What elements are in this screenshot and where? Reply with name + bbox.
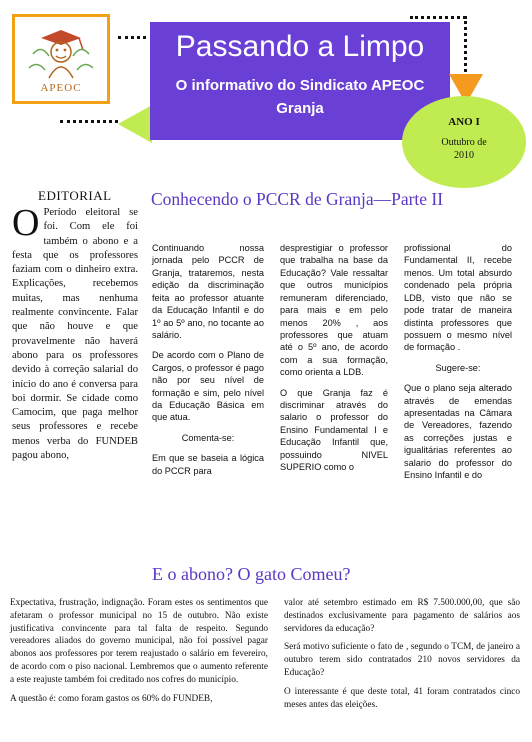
- dotted-line-right: [464, 16, 467, 72]
- issue-date: Outubro de 2010: [441, 137, 487, 161]
- paragraph: desprestigiar o professor que trabalha na base da Educação? Vale ressaltar que outros municípios remuneram diferenciado, para mais e em pelo menos 20% , aos professores que atuam até o 5º ano, de acordo com a sua formação, como orienta a LDB.: [280, 243, 388, 378]
- paragraph: Continuando nossa jornada pelo PCCR de Granja, trataremos, nesta edição da discriminação feita ao professor atuante da Educação Infantil e do 1º ao 5º ano, no tocante ao salário.: [152, 243, 264, 340]
- paragraph: Que o plano seja alterado através de emendas apresentadas na Câmara de Vereadores, fazendo as correções justas e igualitárias referentes ao salario do professor do Ensino Infantil e do: [404, 383, 512, 481]
- issue-badge: [402, 96, 526, 188]
- paragraph: Expectativa, frustração, indignação. Foram estes os sentimentos que afetaram o professor municipal no 15 de outubro. Não existe justificativa convincente para tal falta de respeito. Segundo vereadores aliados do governo municipal, não foi possível pagar abonos aos professores por terem reajustado o salário em fevereiro, de acordo com o piso nacional. Lembremos que o aumento referente a este reajuste também foi creditado nos cofres do município.: [10, 598, 268, 685]
- editorial-dropcap: O: [12, 202, 40, 244]
- pccr-article-title: Conhecendo o PCCR de Granja—Parte II: [151, 189, 444, 209]
- pccr-column-2: [280, 242, 388, 482]
- paragraph: A questão é: como foram gastos os 60% do FUNDEB,: [10, 693, 213, 704]
- newsletter-title: Passando a Limpo: [175, 30, 425, 63]
- decorative-triangle-green: [118, 105, 152, 143]
- paragraph: Sugere-se:: [435, 362, 481, 373]
- editorial-article: [12, 202, 138, 463]
- paragraph: profissional do Fundamental II, recebe menos. Um total absurdo condenado pela própria LDB, visto que não se pode tratar de maneira distinta professores que possuem o mesmo nível de formação .: [404, 243, 512, 353]
- paragraph: Comenta-se:: [181, 432, 235, 443]
- dotted-line-top: [118, 36, 146, 39]
- issue-number: ANO I: [448, 116, 480, 128]
- abono-column-2: [284, 597, 520, 718]
- graduate-mascot-icon: [21, 24, 101, 80]
- abono-article-title: E o abono? O gato Comeu?: [152, 564, 351, 584]
- paragraph: De acordo com o Plano de Cargos, o professor é pago não por seu nível de formação e sim, pelo nível da Educação Básica em que atua.: [152, 350, 264, 423]
- paragraph: Será motivo suficiente o fato de , segundo o TCM, de janeiro a outubro terem sido contratados 210 novos servidores da Educação?: [284, 642, 520, 679]
- apeoc-logo: [12, 14, 110, 104]
- newsletter-subtitle: O informativo do Sindicato APEOC Granja: [175, 77, 425, 118]
- abono-column-1: [10, 597, 268, 712]
- pccr-column-3: [404, 242, 512, 490]
- logo-text: APEOC: [40, 82, 82, 94]
- dotted-line-top-right: [410, 16, 466, 19]
- paragraph: O interessante é que deste total, 41 foram contratados cinco meses antes das eleições.: [284, 686, 520, 710]
- editorial-text: Período eleitoral se foi. Com ele foi também o abono e a festa que os professores faziam com o dinheiro extra. Explicações, recebemos muitas, mas nenhuma realmente convincente. Falar que não houve e que provavelmente não haverá abono para os professores devido à correção salarial do início do ano é conversa para boi dormir. Se cidade como Camocim, que paga melhor seus professores e recebe menos verba do FUNDEB pagou abono,: [12, 207, 138, 462]
- editorial-heading: EDITORIAL: [38, 188, 112, 203]
- pccr-column-1: [152, 242, 264, 485]
- paragraph: valor até setembro estimado em R$ 7.500.000,00, que são destinados exclusivamente para pagamento de salários aos servidores da educação?: [284, 598, 520, 634]
- dotted-line-left: [60, 120, 118, 123]
- paragraph: O que Granja faz é discriminar através do salario o professor do Ensino Fundamental I e Educação Infantil que, possuindo NIVEL SUPERIO como o: [280, 387, 388, 473]
- paragraph: Em que se baseia a lógica do PCCR para: [152, 453, 264, 476]
